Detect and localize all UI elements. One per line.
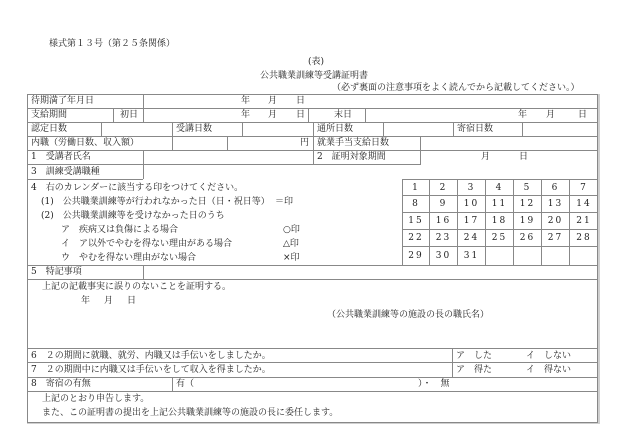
first-day-label: 初日 — [120, 110, 139, 120]
boarding-details-field[interactable] — [192, 378, 414, 390]
divider — [452, 348, 453, 377]
q7-label: 7 ２の期間中に内職又は手伝いをして収入を得ましたか。 — [31, 365, 271, 375]
calendar-instruction: 4 右のカレンダーに該当する印をつけてください。 — [31, 183, 244, 193]
day-label: 日 — [519, 152, 529, 162]
frame-shadow — [598, 94, 600, 424]
waiting-end-label: 待期満了年月日 — [31, 96, 95, 106]
q7-option-yes[interactable]: ア 得た — [456, 365, 493, 375]
attended-days-field[interactable] — [243, 123, 312, 135]
calendar-day[interactable]: 18 — [486, 213, 514, 230]
divider — [27, 391, 598, 392]
calendar-day[interactable]: 21 — [570, 213, 598, 230]
calendar-day[interactable] — [542, 247, 570, 265]
year-label: 年 — [241, 96, 251, 106]
trainee-name-field[interactable] — [144, 151, 312, 163]
year-label: 年 — [241, 110, 251, 120]
employment-allowance-field[interactable] — [421, 137, 597, 149]
waiting-end-date-field[interactable] — [144, 95, 597, 107]
divider — [27, 362, 598, 363]
calendar-day[interactable]: 13 — [542, 196, 570, 213]
facility-head-name-label: （公共職業訓練等の施設の長の職氏名） — [327, 310, 490, 320]
legend-triangle-mark: △印 — [283, 239, 299, 249]
legend-unavoidable: イ ア以外でやむを得ない理由がある場合 — [61, 239, 233, 249]
calendar-day[interactable]: 3 — [458, 179, 486, 196]
calendar-day[interactable]: 10 — [458, 196, 486, 213]
boarding-days-field[interactable] — [523, 123, 597, 135]
declaration-line-2: また、この証明書の提出を上記公共職業訓練等の施設の長に委任します。 — [42, 408, 339, 418]
calendar-day[interactable]: 4 — [486, 179, 514, 196]
divider — [313, 122, 314, 164]
special-notes-field[interactable] — [144, 266, 597, 278]
calendar-day[interactable]: 29 — [402, 247, 430, 265]
commute-days-label: 通所日数 — [317, 124, 354, 134]
calendar-day[interactable]: 9 — [430, 196, 458, 213]
month-label: 月 — [268, 96, 278, 106]
legend-equals-mark: ＝印 — [275, 197, 294, 207]
attendance-calendar — [402, 179, 598, 265]
certification-period-label: 2 証明対象期間 — [317, 152, 386, 162]
legend-no-reason: ウ やむを得ない理由がない場合 — [61, 253, 197, 263]
legend-cross-mark: ×印 — [283, 253, 300, 263]
training-occupation-field[interactable] — [144, 165, 597, 178]
calendar-day[interactable]: 26 — [514, 230, 542, 247]
certified-days-label: 認定日数 — [31, 124, 68, 134]
q6-option-no[interactable]: イ しない — [526, 351, 572, 361]
payment-period-label: 支給期間 — [31, 110, 68, 120]
legend-illness: ア 疾病又は負傷による場合 — [61, 225, 179, 235]
calendar-day[interactable]: 31 — [458, 247, 486, 265]
day-label: 日 — [127, 296, 137, 306]
legend-circle-mark: ○印 — [283, 225, 300, 235]
boarding-option-no[interactable]: ）・ 無 — [418, 379, 450, 389]
calendar-day[interactable]: 11 — [486, 196, 514, 213]
calendar-day[interactable]: 28 — [570, 230, 598, 247]
side-work-label: 内職（労働日数、収入額） — [31, 138, 140, 148]
yen-label: 円 — [300, 138, 310, 148]
year-label: 年 — [81, 296, 91, 306]
instruction-note: （必ず裏面の注意事項をよく読んでから記載してください。） — [332, 83, 580, 93]
day-label: 日 — [296, 96, 306, 106]
calendar-day[interactable]: 24 — [458, 230, 486, 247]
form-number: 様式第１３号（第２５条関係） — [49, 39, 176, 49]
calendar-day[interactable]: 14 — [570, 196, 598, 213]
divider — [172, 377, 173, 391]
last-day-field[interactable] — [366, 109, 597, 121]
calendar-day[interactable]: 6 — [542, 179, 570, 196]
calendar-day[interactable]: 27 — [542, 230, 570, 247]
calendar-day[interactable]: 7 — [570, 179, 598, 196]
calendar-day[interactable]: 25 — [486, 230, 514, 247]
calendar-day[interactable]: 1 — [402, 179, 430, 196]
divider — [308, 108, 309, 122]
calendar-day[interactable] — [486, 247, 514, 265]
commute-days-field[interactable] — [384, 123, 452, 135]
last-day-label: 末日 — [334, 110, 353, 120]
frame-shadow — [27, 423, 600, 424]
divider — [113, 108, 114, 122]
divider — [453, 122, 454, 136]
month-label: 月 — [104, 296, 114, 306]
month-label: 月 — [481, 152, 491, 162]
certified-days-field[interactable] — [102, 123, 171, 135]
certification-period-field[interactable] — [421, 151, 597, 163]
calendar-day[interactable]: 22 — [402, 230, 430, 247]
day-label: 日 — [296, 110, 306, 120]
legend-absent-days: (2) 公共職業訓練等を受けなかった日のうち — [41, 211, 225, 221]
boarding-label: 8 寄宿の有無 — [31, 379, 91, 389]
q6-option-yes[interactable]: ア した — [456, 351, 493, 361]
divider — [27, 179, 143, 180]
calendar-day[interactable]: 19 — [514, 213, 542, 230]
year-label: 年 — [518, 110, 528, 120]
calendar-day[interactable]: 2 — [430, 179, 458, 196]
special-notes-label: 5 特記事項 — [31, 267, 82, 277]
month-label: 月 — [546, 110, 556, 120]
attended-days-label: 受講日数 — [176, 124, 213, 134]
certification-statement: 上記の記載事実に誤りのないことを証明する。 — [42, 282, 232, 292]
calendar-day[interactable]: 23 — [430, 230, 458, 247]
divider — [27, 348, 598, 349]
calendar-day[interactable]: 20 — [542, 213, 570, 230]
legend-no-training-day: (1) 公共職業訓練等が行われなかった日（日・祝日等） — [41, 197, 270, 207]
q7-option-no[interactable]: イ 得ない — [526, 365, 572, 375]
form-side-label: (表) — [308, 57, 325, 67]
calendar-day[interactable]: 12 — [514, 196, 542, 213]
first-day-field[interactable] — [144, 109, 307, 121]
day-label: 日 — [578, 110, 588, 120]
side-work-days-field[interactable] — [173, 137, 226, 149]
form-title: 公共職業訓練等受講証明書 — [260, 71, 369, 81]
declaration-line-1: 上記のとおり申告します。 — [42, 394, 150, 404]
training-occupation-label: 3 訓練受講職種 — [31, 167, 100, 177]
calendar-day[interactable]: 5 — [514, 179, 542, 196]
calendar-day[interactable]: 17 — [458, 213, 486, 230]
boarding-option-yes[interactable]: 有（ — [176, 379, 195, 389]
calendar-day[interactable] — [514, 247, 542, 265]
calendar-day[interactable]: 8 — [402, 196, 430, 213]
boarding-days-label: 寄宿日数 — [457, 124, 494, 134]
q6-label: 6 ２の期間に就職、就労、内職又は手伝いをしましたか。 — [31, 351, 271, 361]
calendar-day[interactable]: 16 — [430, 213, 458, 230]
certification-signature-field[interactable] — [28, 280, 597, 347]
calendar-day[interactable] — [570, 247, 598, 265]
trainee-name-label: 1 受講者氏名 — [31, 152, 91, 162]
calendar-day[interactable]: 30 — [430, 247, 458, 265]
calendar-day[interactable]: 15 — [402, 213, 430, 230]
month-label: 月 — [268, 110, 278, 120]
employment-allowance-label: 就業手当支給日数 — [317, 138, 390, 148]
